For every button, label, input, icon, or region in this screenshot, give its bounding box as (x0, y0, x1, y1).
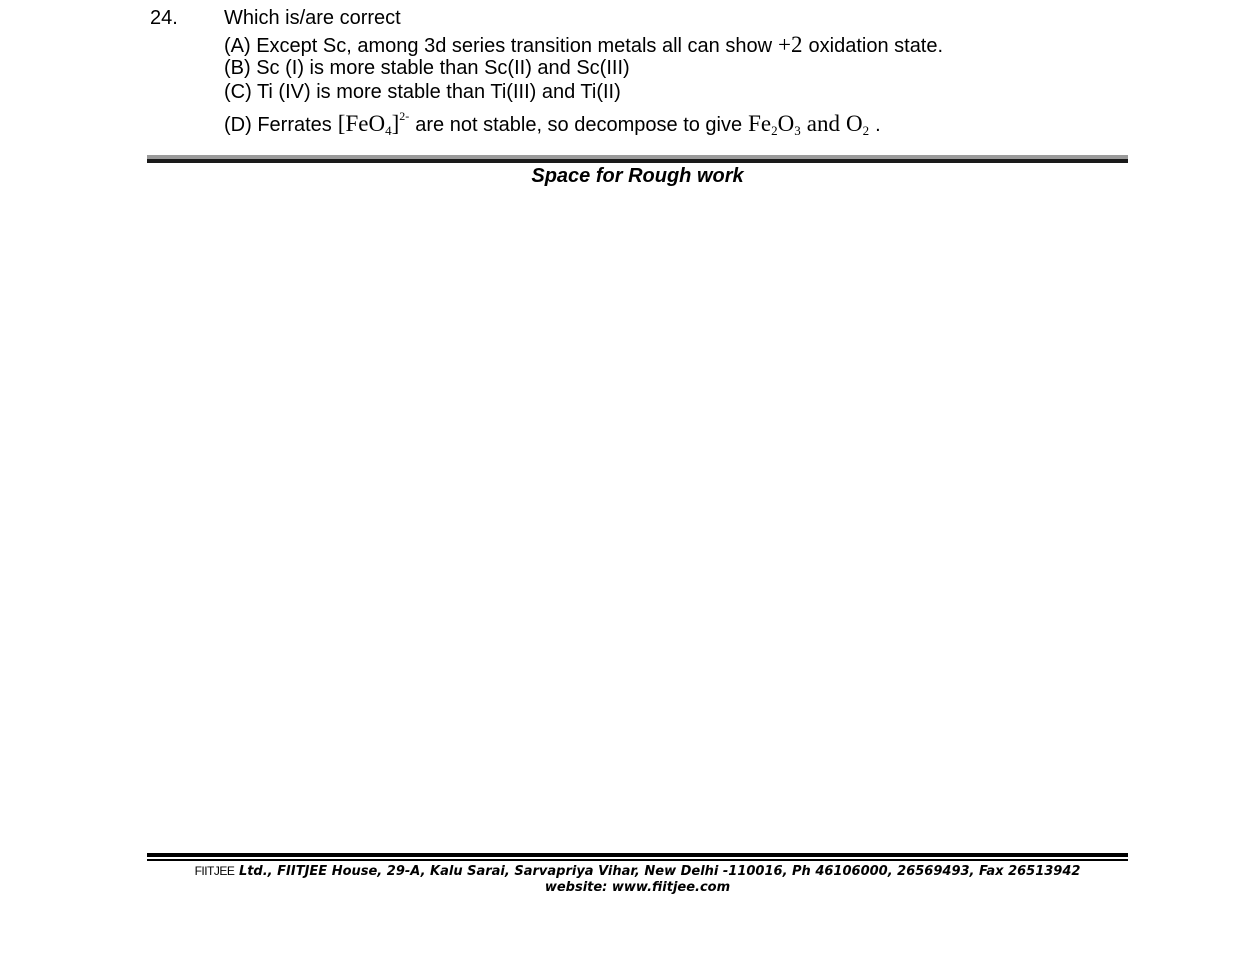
ferrate-ion-formula: $[FeO_4]^{2-}$ (337, 109, 410, 138)
conjunction: and (806, 111, 840, 136)
rough-work-heading: Space for Rough work (531, 165, 744, 187)
product-1-formula: $Fe_2O_3$ (748, 111, 801, 138)
footer-divider-thick (147, 853, 1128, 857)
option-a-text-end: oxidation state. (808, 35, 944, 57)
footer-address-line (147, 864, 1128, 879)
option-a (224, 32, 943, 58)
footer-divider-thin (147, 859, 1128, 861)
option-d-end: . (875, 114, 881, 136)
question-stem: Which is/are correct (224, 7, 401, 29)
option-d-text-middle: are not stable, so decompose to give (415, 114, 743, 136)
option-d-text: (D) Ferrates (224, 114, 332, 136)
option-d (224, 109, 881, 139)
footer-brand: FIITJEE (194, 864, 235, 878)
footer-address: Ltd., FIITJEE House, 29-A, Kalu Sarai, Sarvapriya Vihar, New Delhi -110016, Ph 46106000, 26569493, Fax 26513942 (238, 864, 1081, 879)
option-b: (B) Sc (I) is more stable than Sc(II) and Sc(III) (224, 57, 630, 79)
section-divider (147, 155, 1128, 163)
footer-website: website: www.fiitjee.com (544, 880, 731, 895)
question-number: 24. (150, 7, 178, 29)
product-2-formula: $O_2$ (845, 111, 870, 138)
option-c: (C) Ti (IV) is more stable than Ti(III) and Ti(II) (224, 81, 621, 103)
option-a-math: +2 (778, 32, 803, 57)
option-a-text: (A) Except Sc, among 3d series transition metals all can show (224, 35, 773, 57)
